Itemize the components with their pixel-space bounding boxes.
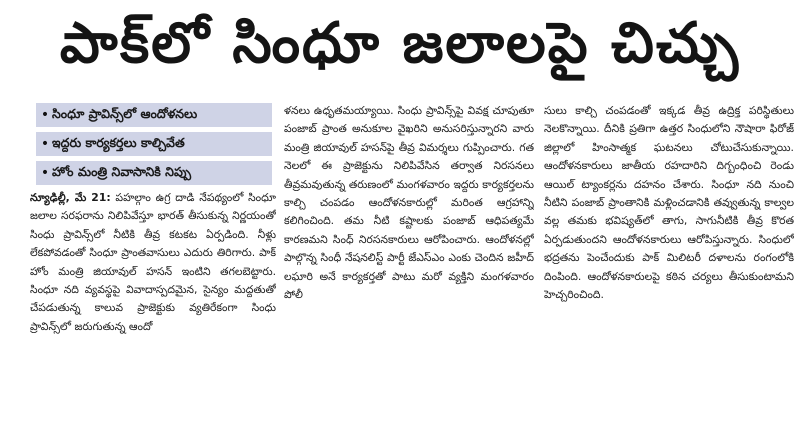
highlight-item — [36, 132, 272, 156]
dateline: న్యూఢిల్లీ, మే 21: — [30, 191, 111, 204]
highlight-item — [36, 161, 272, 185]
column-text: సులు కాల్చి చంపడంతో ఇక్కడ తీవ్ర ఉద్రిక్త పరిస్థితులు నెలకొన్నాయి. దీనికి ప్రతిగా ఉత్తర సింధులోని నౌషారా ఫిరోజ్ జిల్లాలో హింసాత్మక ఘటనలు చోటుచేసుకున్నాయి. ఆందోళనకారులు జాతీయ రహదారిని దిగ్బంధించి రెండు ఆయిల్ ట్యాంకర్లను దహనం చేశారు. సింధూ నది నుంచి నీటిని పంజాబ్ ప్రాంతానికి మళ్లించడానికి తవ్వుతున్న కాల్వల వల్ల తమకు భవిష్యత్‌లో తాగు, సాగునీటికి తీవ్ర కొరత ఏర్పడుతుందని ఆందోళనకారులు ఆరోపిస్తున్నారు. సింధులో భద్రతను పెంచేందుకు పాక్ మిలిటరీ దళాలను రంగంలోకి దింపింది. ఆందోళనకారులపై కఠిన చర్యలు తీసుకుంటామని హెచ్చరించింది. — [544, 104, 794, 302]
article-column-2 — [284, 102, 534, 420]
column-text: ళనలు ఉధృతమయ్యాయి. సింధు ప్రావిన్స్‌పై వివక్ష చూపుతూ పంజాబ్ ప్రాంత అనుకూల వైఖరిని అనుసరిస్తున్నారని వారు మంత్రి జియావుల్ హసన్‌పై తీవ్ర విమర్శలు గుప్పించారు. గత నెలలో ఈ ప్రాజెక్టును నిలిపివేసిన తర్వాత నిరసనలు తీవ్రమవుతున్న తరుణంలో మంగళవారం ఇద్దరు కార్యకర్తలను కాల్చి చంపడం ఆందోళనకారుల్లో మరింత ఆగ్రహాన్ని కలిగించింది. తమ నీటి కష్టాలకు పంజాబ్ ఆధిపత్యమే కారణమని సింధ్ నిరసనకారులు ఆరోపించారు. ఆందోళనల్లో పాల్గొన్న సింధీ నేషనలిస్ట్ పార్టీ జేఎస్ఎం ఎంకు చెందిన జహీద్ లఘారి అనే కార్యకర్తతో పాటు మరో వ్యక్తిని మంగళవారం పోలీ — [284, 104, 534, 302]
highlight-text: ఇద్దరు కార్యకర్తలు కాల్చివేత — [52, 134, 185, 150]
bullet-icon: • — [40, 136, 50, 152]
column-text: పహల్గాం ఉగ్ర దాడి నేపథ్యంలో సింధూ జలాల సరఫరాను నిలిపివేస్తూ భారత్ తీసుకున్న నిర్ణయంతో సింధు ప్రావిన్స్‌లో నీటికి తీవ్ర కటకట ఏర్పడింది. నీళ్లు లేకపోవడంతో సింధూ ప్రాంతవాసులు ఎదురు తిరిగారు. పాక్ హోం మంత్రి జియావుల్ హసన్ ఇంటిని తగలబెట్టారు. సింధూ నది వ్యవస్థపై వివాదాస్పదమైన, సైన్యం మద్దతుతో చేపడుతున్న కాలువ ప్రాజెక్టుకు వ్యతిరేకంగా సింధు ప్రావిన్స్‌లో జరుగుతున్న ఆందో — [30, 191, 276, 333]
article-paragraph — [30, 189, 276, 336]
article-column-3 — [544, 102, 794, 420]
headline-banner — [0, 0, 800, 100]
bullet-icon: • — [40, 165, 50, 181]
highlight-text: సింధూ ప్రావిన్స్‌లో ఆందోళనలు — [52, 105, 198, 121]
highlights-box — [36, 103, 272, 185]
highlight-item — [36, 103, 272, 127]
headline: పాక్‌లో సింధూ జలాలపై చిచ్చు — [59, 10, 741, 76]
bullet-icon: • — [40, 107, 50, 123]
article-column-1 — [30, 189, 276, 419]
highlight-text: హోం మంత్రి నివాసానికి నిప్పు — [52, 163, 192, 179]
